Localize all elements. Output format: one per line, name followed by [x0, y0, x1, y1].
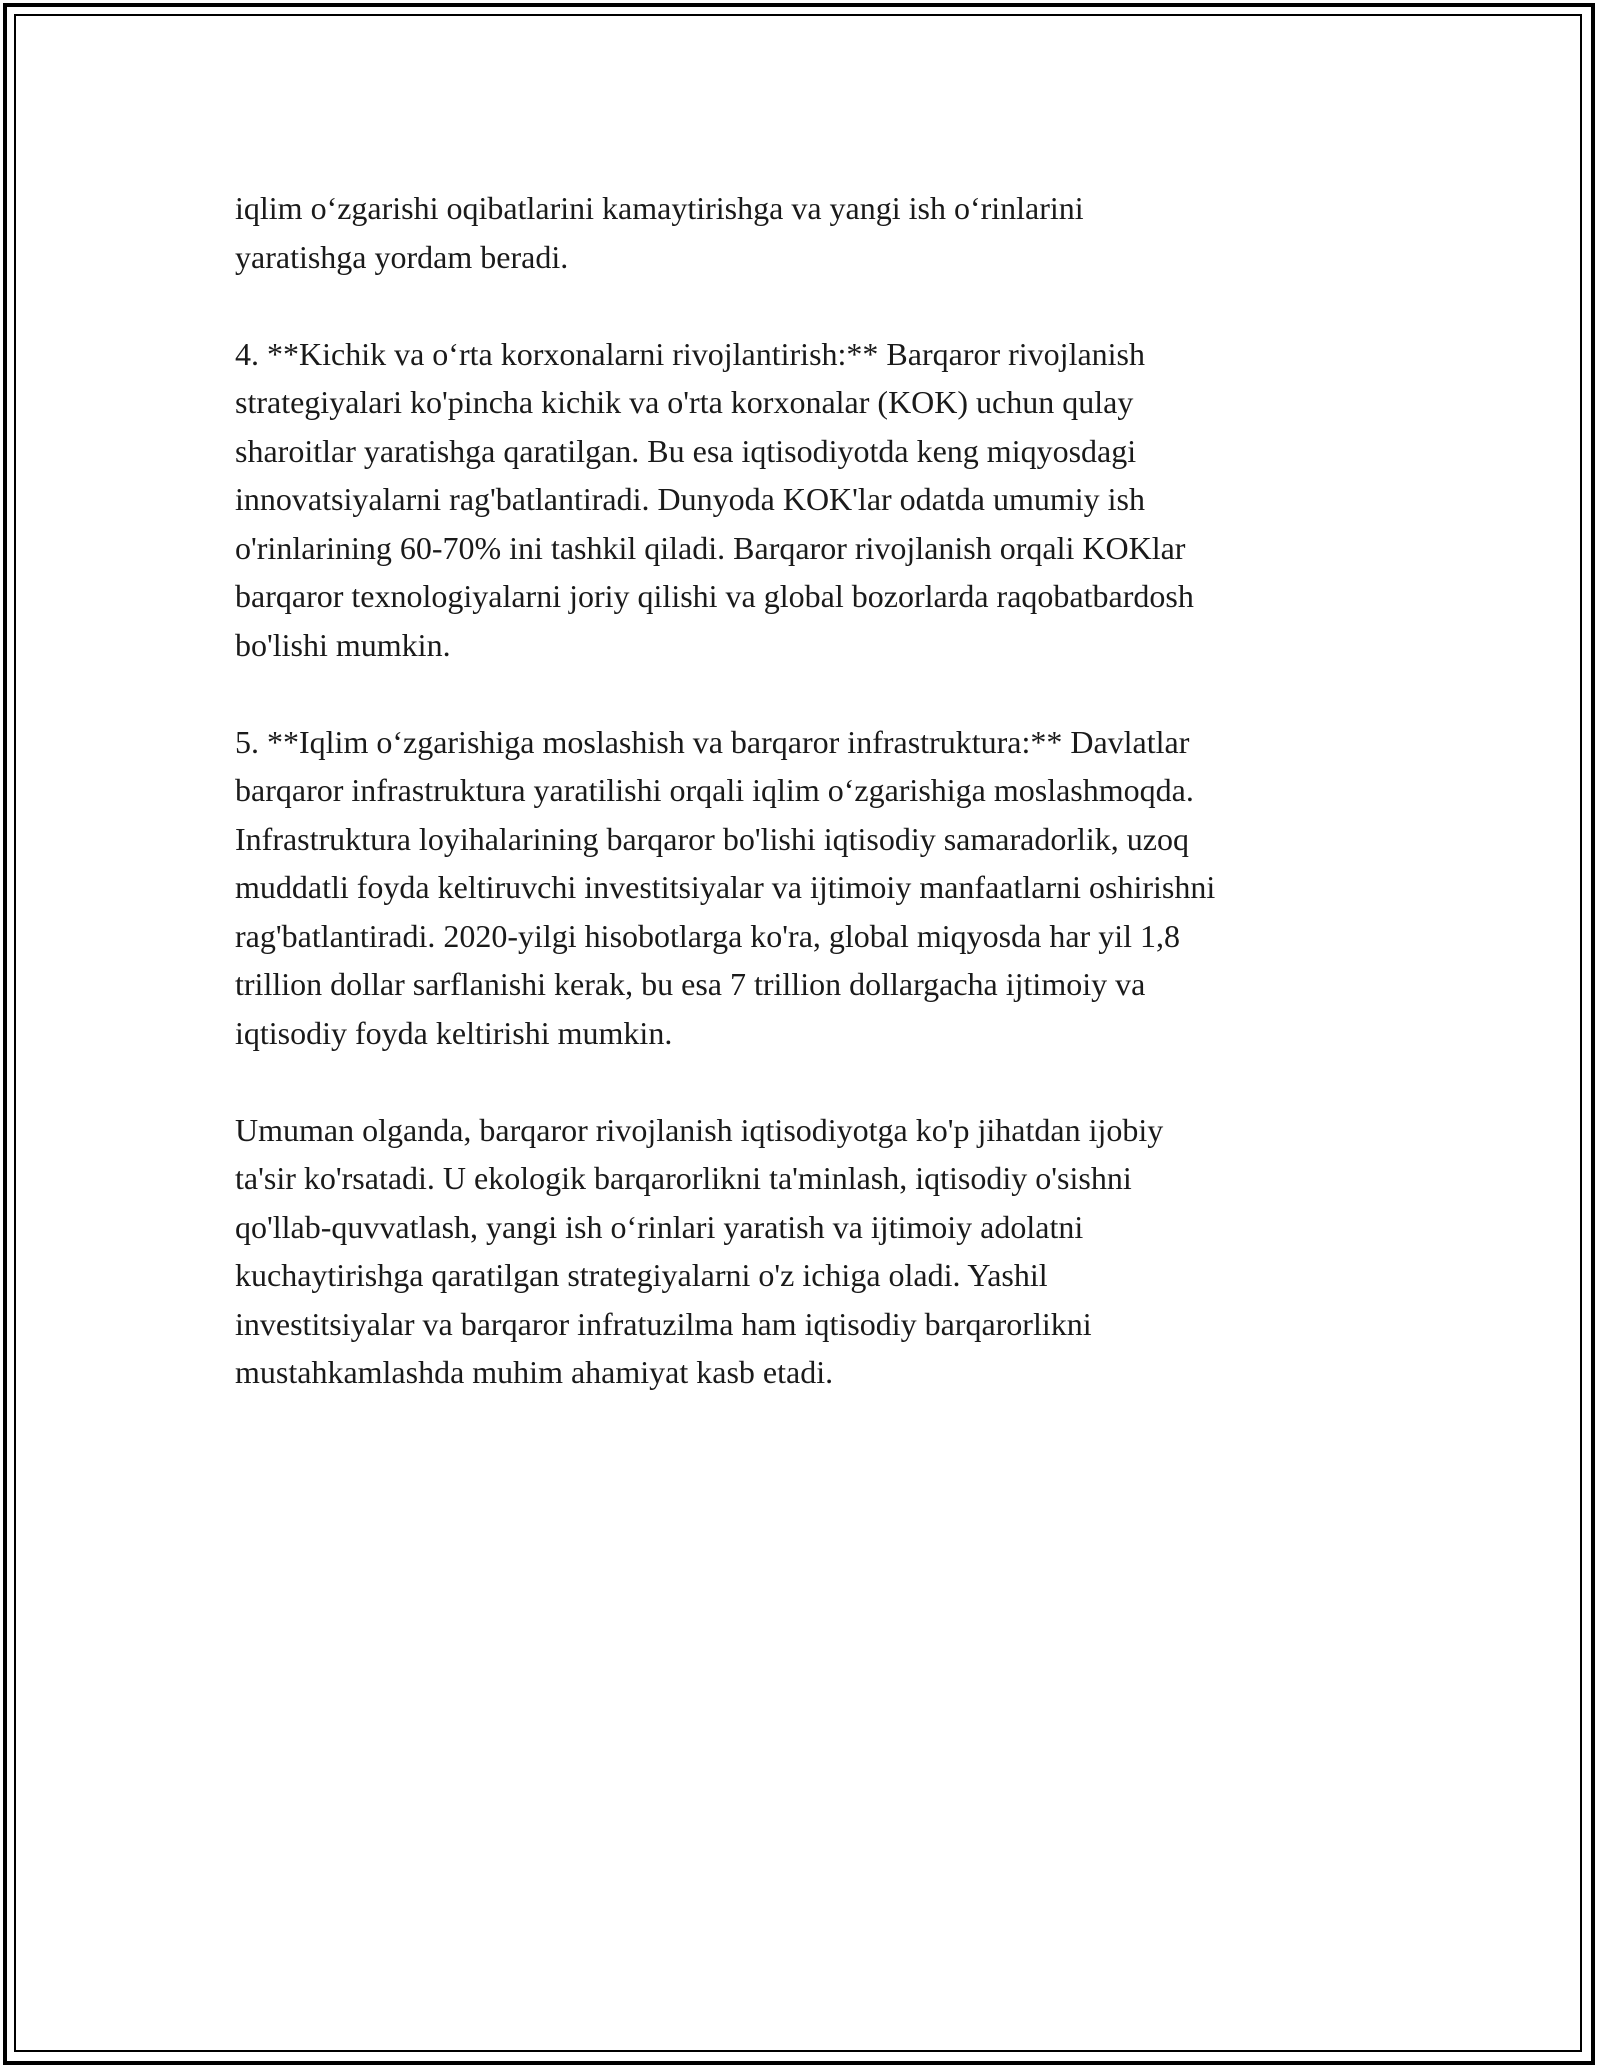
text-line: 5. **Iqlim o‘zgarishiga moslashish va barqaror infrastruktura:** Davlatlar	[235, 723, 1190, 760]
text-line: barqaror infrastruktura yaratilishi orqali iqlim o‘zgarishiga moslashmoqda.	[235, 772, 1194, 808]
document-body	[235, 184, 1375, 1445]
text-line: investitsiyalar va barqaror infratuzilma ham iqtisodiy barqarorlikni	[235, 1305, 1092, 1342]
text-line: qo'llab-quvvatlash, yangi ish o‘rinlari yaratish va ijtimoiy adolatni	[235, 1208, 1084, 1245]
text-line: Umuman olganda, barqaror rivojlanish iqtisodiyotga ko'p jihatdan ijobiy	[235, 1111, 1164, 1148]
text-line: trillion dollar sarflanishi kerak, bu esa 7 trillion dollargacha ijtimoiy va	[235, 966, 1146, 1002]
text-line: iqlim o‘zgarishi oqibatlarini kamaytirishga va yangi ish o‘rinlarini	[235, 190, 1084, 226]
paragraph-conclusion	[235, 1106, 1375, 1397]
paragraph-continuation	[235, 184, 1375, 281]
text-line: Infrastruktura loyihalarining barqaror bo'lishi iqtisodiy samaradorlik, uzoq	[235, 820, 1189, 857]
text-line: kuchaytirishga qaratilgan strategiyalarni o'z ichiga oladi. Yashil	[235, 1257, 1048, 1293]
text-line: barqaror texnologiyalarni joriy qilishi va global bozorlarda raqobatbardosh	[235, 578, 1194, 614]
text-line: yaratishga yordam beradi.	[235, 238, 569, 275]
text-line: o'rinlarining 60-70% ini tashkil qiladi. Barqaror rivojlanish orqali KOKlar	[235, 529, 1186, 566]
paragraph-item-4	[235, 330, 1375, 670]
text-line: muddatli foyda keltiruvchi investitsiyalar va ijtimoiy manfaatlarni oshirishni	[235, 869, 1216, 905]
text-line: strategiyalari ko'pincha kichik va o'rta korxonalar (KOK) uchun qulay	[235, 384, 1134, 420]
paragraph-item-5	[235, 718, 1375, 1058]
text-line: innovatsiyalarni rag'batlantiradi. Dunyoda KOK'lar odatda umumiy ish	[235, 481, 1145, 517]
text-line: rag'batlantiradi. 2020-yilgi hisobotlarga ko'ra, global miqyosda har yil 1,8	[235, 917, 1180, 954]
text-line: 4. **Kichik va o‘rta korxonalarni rivojlantirish:** Barqaror rivojlanish	[235, 335, 1145, 372]
text-line: bo'lishi mumkin.	[235, 626, 451, 663]
text-line: mustahkamlashda muhim ahamiyat kasb etadi.	[235, 1354, 834, 1390]
text-line: sharoitlar yaratishga qaratilgan. Bu esa iqtisodiyotda keng miqyosdagi	[235, 432, 1137, 469]
text-line: ta'sir ko'rsatadi. U ekologik barqarorlikni ta'minlash, iqtisodiy o'sishni	[235, 1160, 1132, 1196]
text-line: iqtisodiy foyda keltirishi mumkin.	[235, 1014, 673, 1051]
